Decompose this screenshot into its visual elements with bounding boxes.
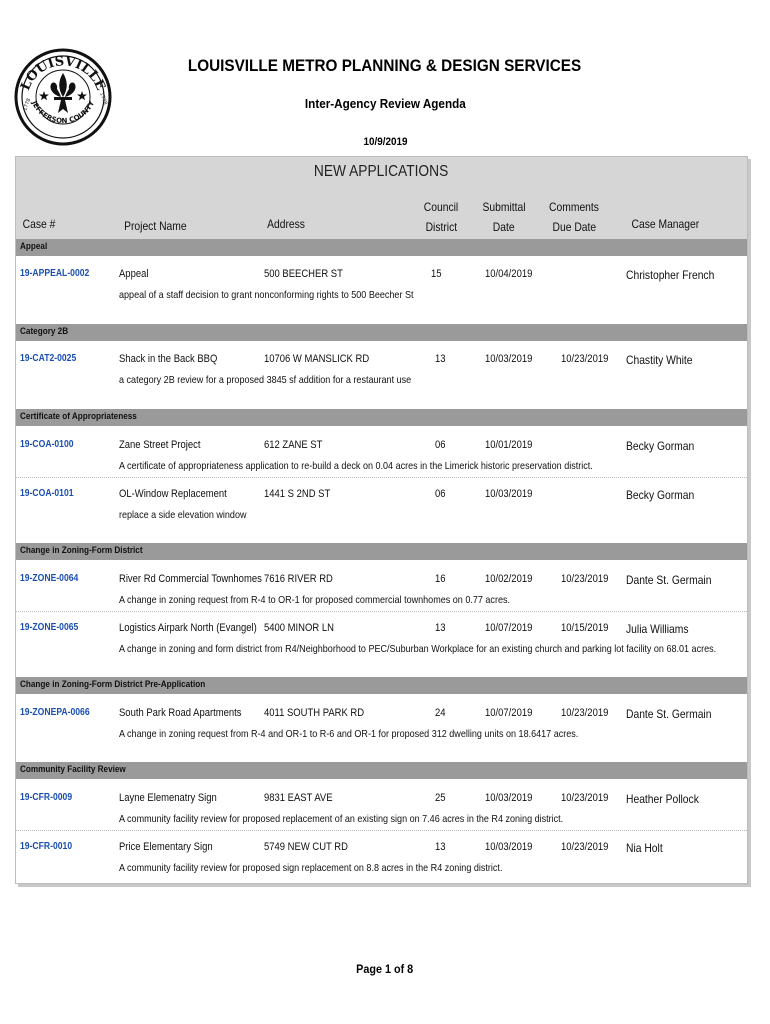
row-description: A community facility review for proposed sign replacement on 8.8 acres in the R4 zoning district. <box>119 862 503 874</box>
case-manager: Becky Gorman <box>626 488 695 502</box>
address: 5749 NEW CUT RD <box>264 841 348 853</box>
case-manager: Dante St. Germain <box>626 707 712 721</box>
row-description: replace a side elevation window <box>119 509 247 521</box>
case-manager: Chastity White <box>626 353 693 367</box>
comments-due-date: 10/23/2019 <box>561 573 609 585</box>
section-community-facility-review: Community Facility Review <box>16 762 747 779</box>
applications-table <box>15 156 748 884</box>
comments-due-date: 10/23/2019 <box>561 707 609 719</box>
address: 5400 MINOR LN <box>264 622 334 634</box>
case-manager: Christopher French <box>626 268 715 282</box>
col-comments-due: Comments Due Date <box>549 200 599 234</box>
case-manager: Becky Gorman <box>626 439 695 453</box>
row-description: A change in zoning request from R-4 to OR-1 for proposed commercial townhomes on 0.77 acres. <box>119 594 511 606</box>
page-title: LOUISVILLE METRO PLANNING & DESIGN SERVICES <box>188 56 582 75</box>
section-certificate-of-appropriateness: Certificate of Appropriateness <box>16 409 747 426</box>
row-description: A community facility review for proposed replacement of an existing sign on 7.46 acres in the R4 zoning district. <box>119 813 564 825</box>
col-address: Address <box>267 217 305 231</box>
row-description: A change in zoning and form district from R4/Neighborhood to PEC/Suburban Workplace for an existing church and parking lot facility on 68.01 acres. <box>119 643 717 655</box>
col-council-district: Council District <box>423 200 459 234</box>
seal-year-right: 1778 <box>98 91 109 106</box>
comments-due-date: 10/15/2019 <box>561 622 609 634</box>
case-link[interactable]: 19-COA-0101 <box>20 488 74 499</box>
seal-top-text: LOUISVILLE <box>18 54 108 93</box>
submittal-date: 10/03/2019 <box>485 488 533 500</box>
submittal-date: 10/02/2019 <box>485 573 533 585</box>
project-name: OL-Window Replacement <box>119 488 227 500</box>
louisville-seal-logo <box>14 31 112 151</box>
submittal-date: 10/04/2019 <box>485 268 533 280</box>
address: 7616 RIVER RD <box>264 573 333 585</box>
project-name: Shack in the Back BBQ <box>119 353 218 365</box>
address: 4011 SOUTH PARK RD <box>264 707 365 719</box>
row-divider <box>16 477 747 478</box>
case-link[interactable]: 19-ZONE-0064 <box>20 573 79 584</box>
project-name: Logistics Airpark North (Evangel) <box>119 622 257 634</box>
case-manager: Heather Pollock <box>626 792 699 806</box>
col-submittal-date: Submittal Date <box>482 200 526 234</box>
project-name: Zane Street Project <box>119 439 201 451</box>
council-district: 24 <box>435 707 446 719</box>
council-district: 13 <box>435 622 446 634</box>
council-district: 13 <box>435 841 446 853</box>
case-manager: Nia Holt <box>626 841 663 855</box>
agenda-date: 10/9/2019 <box>362 136 408 148</box>
seal-bottom-text: JEFFERSON COUNTY <box>29 99 97 126</box>
case-link[interactable]: 19-ZONEPA-0066 <box>20 707 90 718</box>
row-divider <box>16 611 747 612</box>
page-number: Page 1 of 8 <box>356 962 414 976</box>
comments-due-date: 10/23/2019 <box>561 841 609 853</box>
submittal-date: 10/07/2019 <box>485 622 533 634</box>
col-case: Case # <box>22 217 56 231</box>
row-description: a category 2B review for a proposed 3845 sf addition for a restaurant use <box>119 374 412 386</box>
page-subtitle: Inter-Agency Review Agenda <box>304 96 466 111</box>
project-name: Price Elementary Sign <box>119 841 213 853</box>
row-divider <box>16 830 747 831</box>
table-header <box>16 157 747 239</box>
col-case-manager: Case Manager <box>631 217 700 231</box>
project-name: South Park Road Apartments <box>119 707 242 719</box>
submittal-date: 10/01/2019 <box>485 439 533 451</box>
council-district: 06 <box>435 488 446 500</box>
address: 500 BEECHER ST <box>264 268 343 280</box>
col-project: Project Name <box>124 219 187 233</box>
comments-due-date: 10/23/2019 <box>561 353 609 365</box>
row-description: A certificate of appropriateness application to re-build a deck on 0.04 acres in the Limerick historic preservation district. <box>119 460 593 472</box>
submittal-date: 10/07/2019 <box>485 707 533 719</box>
project-name: River Rd Commercial Townhomes <box>119 573 262 585</box>
row-description: A change in zoning request from R-4 and OR-1 to R-6 and OR-1 for proposed 312 dwelling units on 18.6417 acres. <box>119 728 579 740</box>
section-zoning-pre-application: Change in Zoning-Form District Pre-Application <box>16 677 747 694</box>
address: 612 ZANE ST <box>264 439 323 451</box>
case-manager: Julia Williams <box>626 622 689 636</box>
seal-year-left: 1778 <box>22 97 33 112</box>
case-link[interactable]: 19-CFR-0010 <box>20 841 73 852</box>
project-name: Appeal <box>119 268 149 280</box>
section-change-in-zoning: Change in Zoning-Form District <box>16 543 747 560</box>
address: 1441 S 2ND ST <box>264 488 331 500</box>
submittal-date: 10/03/2019 <box>485 353 533 365</box>
case-link[interactable]: 19-APPEAL-0002 <box>20 268 90 279</box>
address: 10706 W MANSLICK RD <box>264 353 370 365</box>
address: 9831 EAST AVE <box>264 792 333 804</box>
council-district: 15 <box>431 268 442 280</box>
submittal-date: 10/03/2019 <box>485 841 533 853</box>
case-manager: Dante St. Germain <box>626 573 712 587</box>
council-district: 06 <box>435 439 446 451</box>
case-link[interactable]: 19-CAT2-0025 <box>20 353 77 364</box>
council-district: 25 <box>435 792 446 804</box>
project-name: Layne Elemenatry Sign <box>119 792 217 804</box>
case-link[interactable]: 19-ZONE-0065 <box>20 622 79 633</box>
case-link[interactable]: 19-COA-0100 <box>20 439 74 450</box>
submittal-date: 10/03/2019 <box>485 792 533 804</box>
case-link[interactable]: 19-CFR-0009 <box>20 792 73 803</box>
section-category-2b: Category 2B <box>16 324 747 341</box>
council-district: 16 <box>435 573 446 585</box>
comments-due-date: 10/23/2019 <box>561 792 609 804</box>
table-heading: NEW APPLICATIONS <box>314 163 449 180</box>
section-appeal: Appeal <box>16 239 747 256</box>
row-description: appeal of a staff decision to grant nonconforming rights to 500 Beecher St <box>119 289 414 301</box>
council-district: 13 <box>435 353 446 365</box>
